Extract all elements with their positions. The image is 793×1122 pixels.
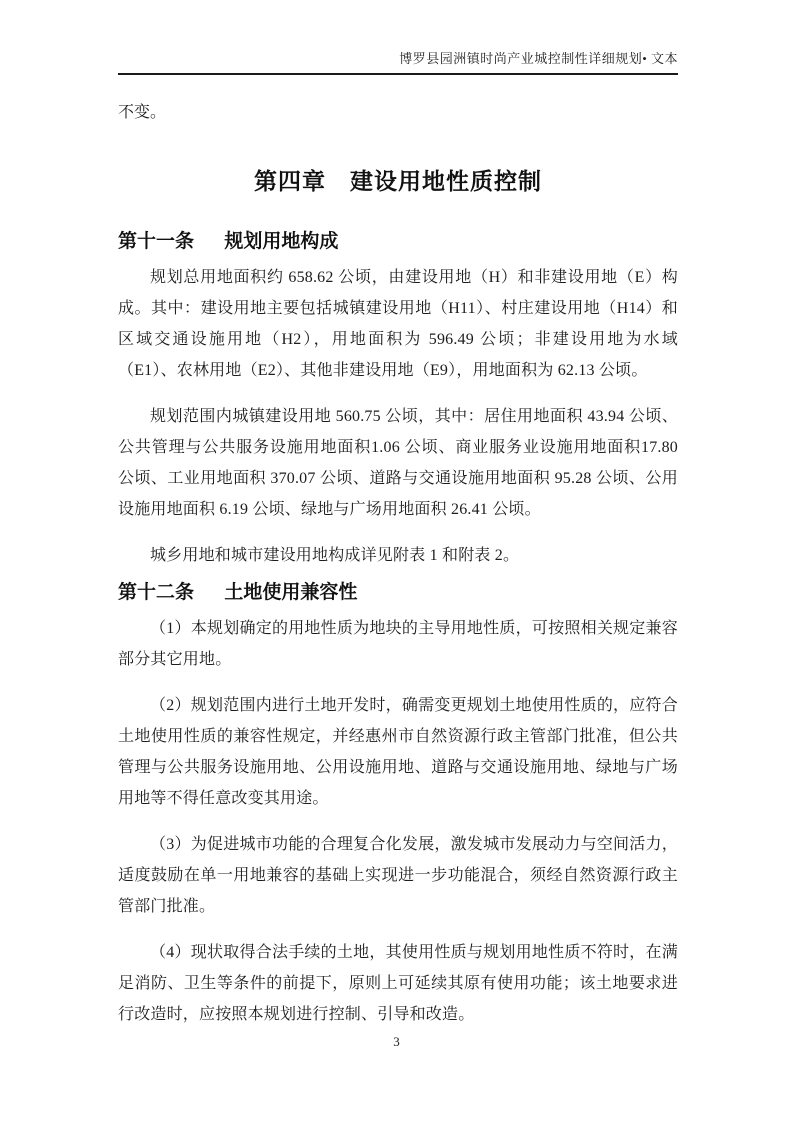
header-divider bbox=[118, 73, 678, 75]
page-footer bbox=[0, 1034, 793, 1050]
article-11-number: 第十一条 bbox=[118, 231, 195, 252]
article-12-paragraph-4: （4）现状取得合法手续的土地，其使用性质与规划用地性质不符时，在满足消防、卫生等条件的前提下，原则上可延续其原有使用功能；该土地要求进行改造时，应按照本规划进行控制、引导和改造。 bbox=[118, 944, 678, 1023]
article-12-number: 第十二条 bbox=[118, 582, 195, 603]
article-heading-12 bbox=[118, 577, 678, 604]
article-11-paragraph-2: 规划范围内城镇建设用地 560.75 公顷，其中：居住用地面积 43.94 公顷、公共管理与公共服务设施用地面积1.06 公顷、商业服务业设施用地面积17.80 公顷、工业用地面积 370.07 公顷、道路与交通设施用地面积 95.28 公顷、公用设施用地面积 6.19 公顷、绿地与广场用地面积 26.41 公顷。 bbox=[118, 408, 678, 518]
page-number: 3 bbox=[393, 1034, 400, 1049]
article-11-title: 规划用地构成 bbox=[224, 231, 339, 252]
article-12-paragraph-2: （2）规划范围内进行土地开发时，确需变更规划土地使用性质的，应符合土地使用性质的兼容性规定，并经惠州市自然资源行政主管部门批准，但公共管理与公共服务设施用地、公用设施用地、道路与交通设施用地、绿地与广场用地等不得任意改变其用途。 bbox=[118, 697, 678, 807]
article-11-paragraph-3: 城乡用地和城市建设用地构成详见附表 1 和附表 2。 bbox=[150, 547, 520, 564]
article-12-paragraph-1: （1）本规划确定的用地性质为地块的主导用地性质，可按照相关规定兼容部分其它用地。 bbox=[118, 620, 678, 668]
article-11-paragraph-1: 规划总用地面积约 658.62 公顷，由建设用地（H）和非建设用地（E）构成。其中：建设用地主要包括城镇建设用地（H11）、村庄建设用地（H14）和区域交通设施用地（H2），用地面积为 596.49 公顷；非建设用地为水域（E1）、农林用地（E2）、其他非建设用地（E9），用地面积为 62.13 公顷。 bbox=[118, 269, 678, 379]
carryover-paragraph: 不变。 bbox=[118, 104, 167, 121]
article-heading-11 bbox=[118, 226, 678, 253]
article-12-title: 土地使用兼容性 bbox=[224, 582, 358, 603]
chapter-title: 第四章 建设用地性质控制 bbox=[254, 168, 542, 194]
running-header-title: 博罗县园洲镇时尚产业城控制性详细规划• 文本 bbox=[399, 51, 678, 66]
article-12-paragraph-3: （3）为促进城市功能的合理复合化发展，激发城市发展动力与空间活力，适度鼓励在单一用地兼容的基础上实现进一步功能混合，须经自然资源行政主管部门批准。 bbox=[118, 836, 678, 915]
